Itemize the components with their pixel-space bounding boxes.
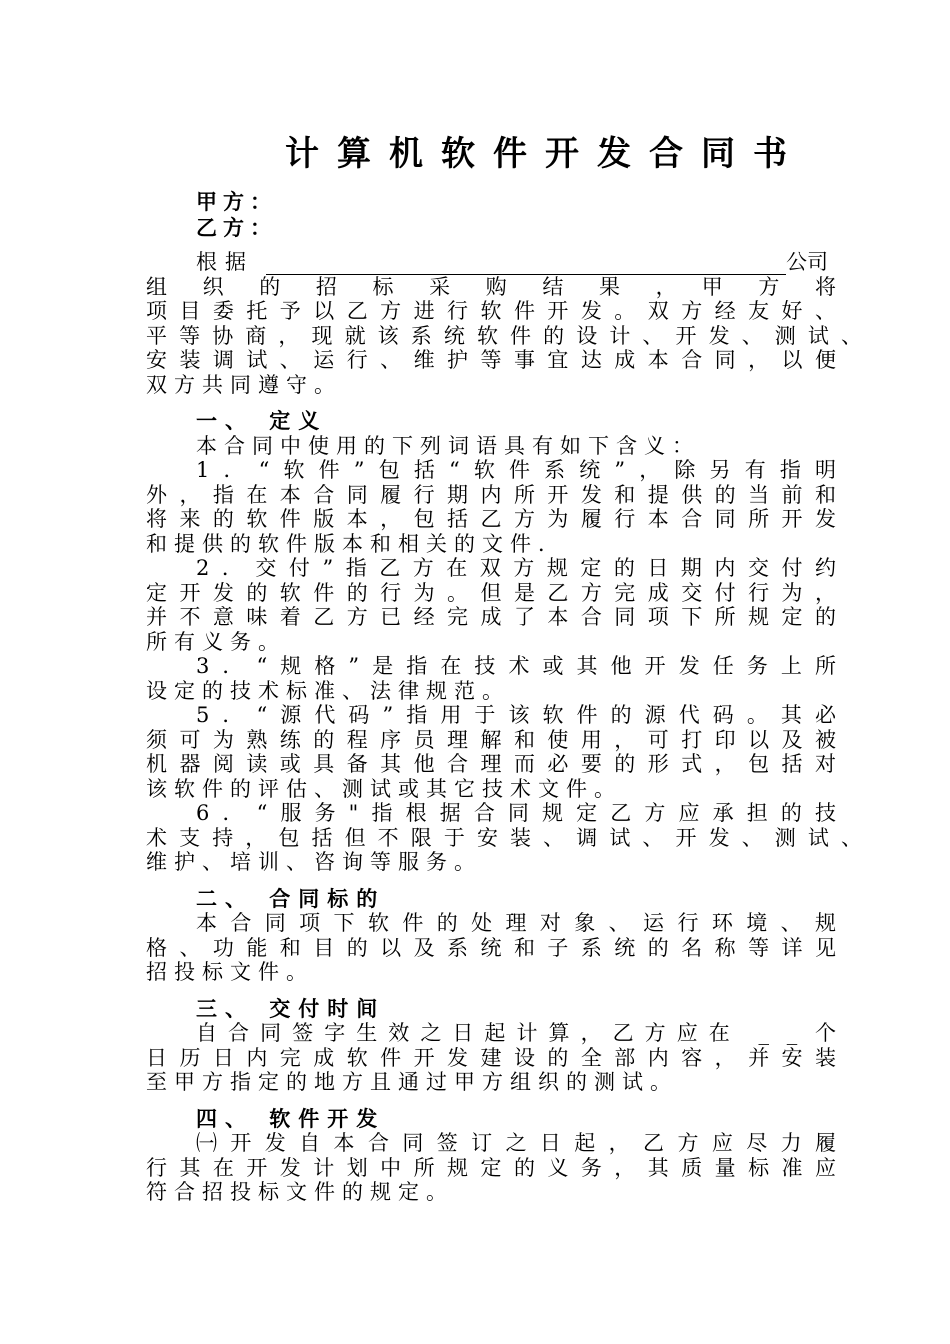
section-line: 自合同签字生效之日起计算，乙方应在 _ _ 个 [196,1021,836,1045]
section-line: 行其在开发计划中所规定的义务，其质量标准应 [146,1155,836,1180]
section-line: 1．“软件”包括“软件系统”，除另有指明 [196,458,836,482]
intro-lead: 根据 [196,250,254,274]
party-a-label: 甲方： [196,190,277,214]
intro-line: 项目委托予以乙方进行软件开发。双方经友好、 [146,299,836,323]
section-heading: 二、 合同标的 [196,886,386,911]
section-line: ㈠开发自本合同签订之日起，乙方应尽力履 [196,1131,836,1155]
section-line: 3．“规格”是指在技术或其他开发任务上所 [196,654,836,678]
intro-line: 安装调试、运行、维护等事宜达成本合同，以便 [146,348,836,372]
section-line: 须可为熟练的程序员理解和使用，可打印以及被 [146,727,836,752]
section-line: 并不意味着乙方已经完成了本合同项下所规定的 [146,605,836,629]
section-line: 招投标文件。 [146,960,314,984]
section-line: 设定的技术标准、法律规范。 [146,678,510,703]
section-line: 该软件的评估、测试或其它技术文件。 [146,776,622,801]
section-heading: 三、 交付时间 [196,996,386,1021]
section-heading: 一、 定义 [196,409,328,433]
section-line: 2．交付”指乙方在双方规定的日期内交付约 [196,556,836,580]
document-title: 计算机软件开发合同书 [285,134,805,174]
section-line: 符合招投标文件的规定。 [146,1180,454,1204]
section-line: 日历日内完成软件开发建设的全部内容，并安装 [146,1045,836,1070]
intro-paragraph [146,274,862,398]
section-line: 外，指在本合同履行期内所开发和提供的当前和 [146,482,836,507]
section-line: 本合同项下软件的处理对象、运行环境、规 [196,911,836,935]
intro-first-line [146,250,836,275]
section-line: 机器阅读或具备其他合理而必要的形式，包括对 [146,752,836,776]
intro-line: 平等协商，现就该系统软件的设计、开发、测试、 [146,323,862,348]
party-b-label: 乙方： [196,216,277,240]
section-line: 定开发的软件的行为。但是乙方完成交付行为， [146,580,836,605]
section-line: 5．“源代码”指用于该软件的源代码。其必 [196,703,836,727]
intro-line: 双方共同遵守。 [146,372,342,397]
section-line: 本合同中使用的下列词语具有如下含义： [196,433,700,458]
section-line: 术支持，包括但不限于安装、调试、开发、测试、 [146,825,862,850]
section-line: 和提供的软件版本和相关的文件． [146,531,566,556]
intro-company: 公司 [786,250,828,274]
section-line: 维护、培训、咨询等服务。 [146,850,482,874]
section-line: 格、功能和目的以及系统和子系统的名称等详见 [146,935,836,960]
section-line: 将来的软件版本，包括乙方为履行本合同所开发 [146,507,836,531]
section-heading: 四、 软件开发 [196,1106,386,1131]
section-line: 6．“服务"指根据合同规定乙方应承担的技 [196,801,836,825]
sections [146,409,862,1205]
contract-body [146,250,862,1205]
section-line: 所有义务。 [146,629,286,654]
section-line: 至甲方指定的地方且通过甲方组织的测试。 [146,1070,678,1094]
intro-line: 组 织 的 招 标 采 购 结 果 ， 甲 方 将 [146,274,836,299]
